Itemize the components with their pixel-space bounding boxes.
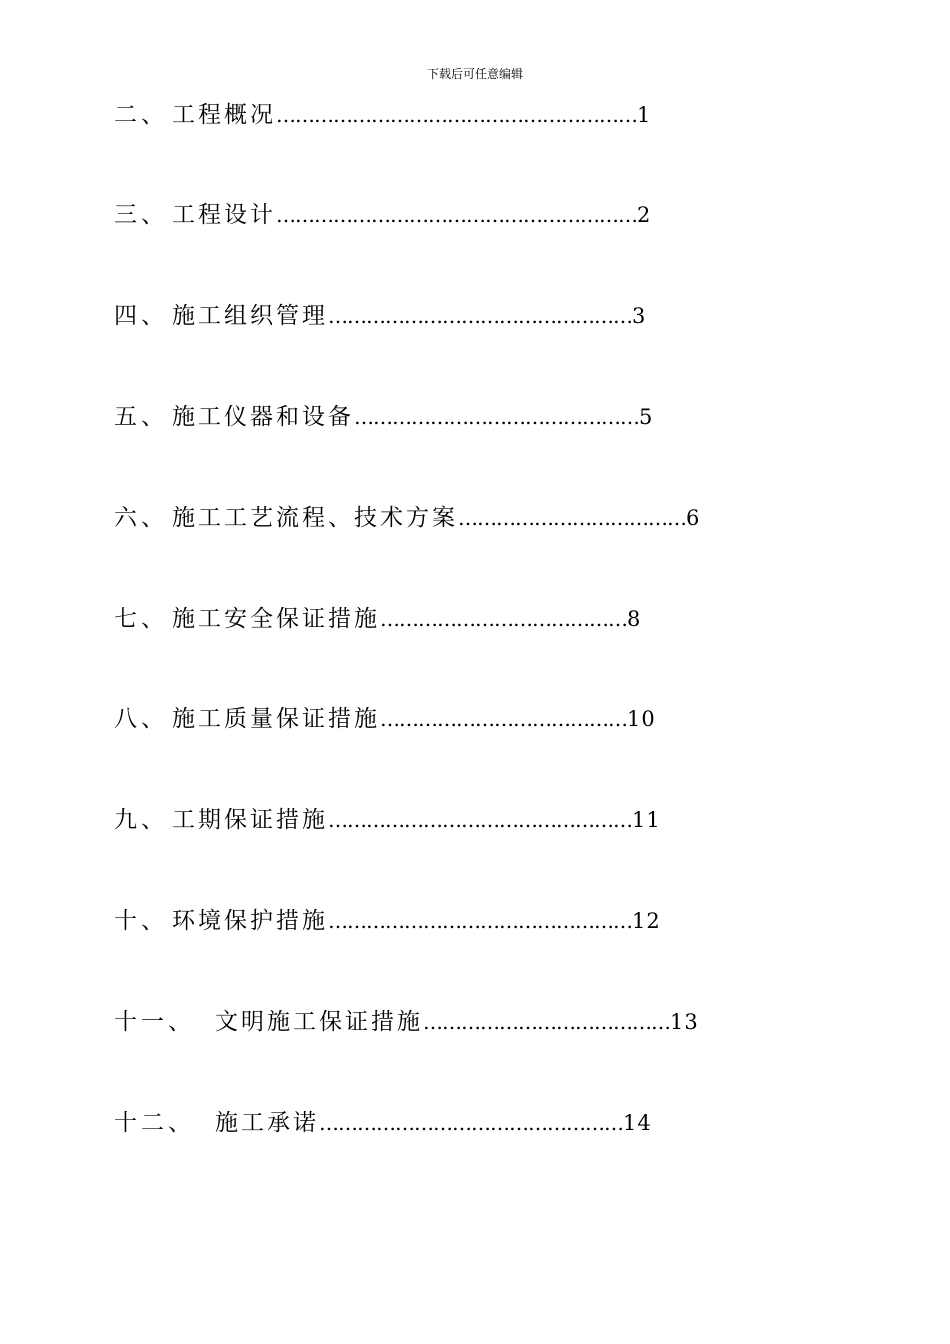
toc-page-number: 12 (632, 909, 661, 933)
toc-entry (114, 200, 651, 230)
toc-number: 九、 (114, 807, 168, 833)
toc-number: 十、 (114, 908, 168, 934)
toc-page-number: 8 (627, 607, 642, 631)
toc-title: 施工质量保证措施 (172, 706, 380, 732)
toc-leader-dots: ……………………………… (458, 506, 686, 530)
toc-leader-dots: ………………………………………… (328, 909, 632, 933)
toc-number: 二、 (114, 102, 168, 128)
toc-title: 工期保证措施 (172, 807, 328, 833)
toc-leader-dots: ………………………………………… (328, 304, 632, 328)
toc-page-number: 14 (623, 1111, 652, 1135)
toc-number: 五、 (114, 404, 168, 430)
toc-page-number: 11 (632, 808, 661, 832)
toc-entry (114, 805, 661, 835)
toc-page-number: 6 (686, 506, 701, 530)
toc-entry (114, 402, 653, 432)
toc-leader-dots: ……………………………………… (354, 405, 639, 429)
toc-title: 施工仪器和设备 (172, 404, 354, 430)
toc-entry (114, 704, 656, 734)
toc-number: 六、 (114, 505, 168, 531)
toc-entry (114, 100, 651, 130)
toc-number: 十二、 (114, 1110, 195, 1136)
toc-title: 施工安全保证措施 (172, 606, 380, 632)
toc-entry (114, 1108, 652, 1138)
toc-page-number: 10 (627, 707, 656, 731)
toc-title: 施工组织管理 (172, 303, 328, 329)
toc-entry (114, 604, 641, 634)
toc-title: 施工承诺 (215, 1110, 319, 1136)
toc-title: 环境保护措施 (172, 908, 328, 934)
toc-entry (114, 301, 646, 331)
toc-title: 工程设计 (172, 202, 276, 228)
toc-leader-dots: ………………………………… (380, 607, 627, 631)
toc-leader-dots: ………………………………… (380, 707, 627, 731)
toc-page-number: 5 (639, 405, 654, 429)
toc-page-number: 2 (637, 203, 652, 227)
toc-title: 工程概况 (172, 102, 276, 128)
toc-number: 八、 (114, 706, 168, 732)
toc-leader-dots: ………………………………………………… (276, 203, 637, 227)
toc-title: 施工工艺流程、技术方案 (172, 505, 458, 531)
toc-entry (114, 1007, 699, 1037)
toc-number: 十一、 (114, 1009, 195, 1035)
toc-leader-dots: ………………………………… (423, 1010, 670, 1034)
toc-entry (114, 906, 661, 936)
page-header: 下载后可任意编辑 (426, 67, 523, 81)
toc-number: 七、 (114, 606, 168, 632)
toc-number: 三、 (114, 202, 168, 228)
toc-number: 四、 (114, 303, 168, 329)
toc-leader-dots: ………………………………………… (328, 808, 632, 832)
toc-leader-dots: ………………………………………………… (276, 103, 637, 127)
toc-title: 文明施工保证措施 (215, 1009, 423, 1035)
toc-page-number: 3 (632, 304, 647, 328)
toc-entry (114, 503, 700, 533)
toc-leader-dots: ………………………………………… (319, 1111, 623, 1135)
toc-page-number: 1 (637, 103, 652, 127)
toc-page-number: 13 (670, 1010, 699, 1034)
